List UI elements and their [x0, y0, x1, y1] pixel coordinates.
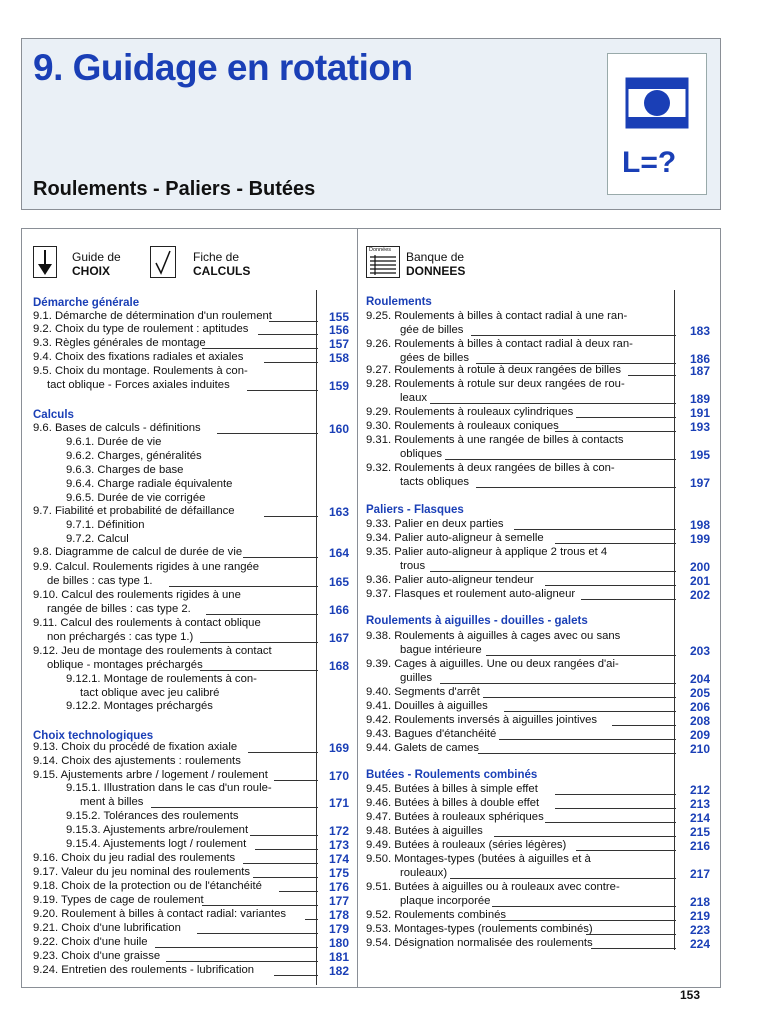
left-entry-text: 9.9. Calcul. Roulements rigides à une rangée: [33, 561, 260, 573]
right-entry-text: leaux: [400, 391, 428, 404]
right-page-ref: 198: [689, 518, 710, 532]
left-entry-text: 9.13. Choix du procédé de fixation axiale: [33, 741, 238, 753]
right-page-ref: 215: [689, 825, 710, 839]
right-page-ref: 219: [689, 909, 710, 923]
left-entry-text: non préchargés : cas type 1.): [47, 630, 194, 643]
left-entry-text: 9.19. Types de cage de roulement: [33, 894, 204, 906]
legend-donnees-line1: Banque de: [406, 250, 465, 264]
right-entry-text: 9.51. Butées à aiguilles ou à rouleaux avec contre-: [366, 881, 620, 893]
left-leader-line: [200, 642, 318, 643]
right-entry-text: 9.54. Désignation normalisée des roulements: [366, 937, 593, 949]
right-entry-text: rouleaux): [400, 866, 448, 879]
data-sheet-icon: Données: [366, 246, 400, 278]
left-entry-text: 9.10. Calcul des roulements rigides à une: [33, 589, 241, 601]
left-leader-line: [155, 947, 318, 948]
right-leader-line: [612, 725, 676, 726]
right-entry-text: gées de billes: [400, 351, 470, 364]
left-page-ref: 169: [328, 741, 349, 755]
legend-choix-line2: CHOIX: [72, 264, 111, 278]
left-leader-line: [247, 390, 318, 391]
left-leader-line: [151, 807, 318, 808]
left-leader-line: [169, 586, 318, 587]
right-entry-text: 9.46. Butées à billes à double effet: [366, 797, 540, 809]
right-page-ref: 217: [689, 866, 710, 881]
right-leader-line: [628, 375, 677, 376]
right-page-ref: 204: [689, 671, 710, 686]
left-page-ref: 157: [328, 337, 349, 351]
legend-choix: [72, 250, 121, 278]
right-page-ref: 187: [689, 364, 710, 378]
right-entry-text: 9.25. Roulements à billes à contact radial à une ran-: [366, 310, 628, 322]
right-section-title: Butées - Roulements combinés: [366, 769, 538, 781]
left-entry-text: 9.23. Choix d'une graisse: [33, 950, 161, 962]
left-page-ref: 165: [328, 574, 349, 589]
right-page-ref: 224: [689, 937, 710, 951]
left-page-ref: 175: [328, 866, 349, 880]
right-leader-line: [586, 934, 676, 935]
right-page-ref: 186: [689, 351, 710, 366]
right-leader-line: [499, 739, 676, 740]
right-entry-text: 9.42. Roulements inversés à aiguilles jointives: [366, 714, 598, 726]
right-entry-text: 9.35. Palier auto-aligneur à applique 2 trous et 4: [366, 546, 608, 558]
left-column-rule: [316, 290, 317, 985]
right-page-ref: 195: [689, 447, 710, 462]
right-leader-line: [450, 878, 676, 879]
left-entry-text: 9.7. Fiabilité et probabilité de défaillance: [33, 505, 235, 517]
left-leader-line: [250, 835, 318, 836]
left-entry-text: 9.21. Choix d'une lubrification: [33, 922, 181, 934]
left-page-ref: 160: [328, 422, 349, 436]
left-leader-line: [217, 433, 318, 434]
left-entry-text: 9.12.2. Montages préchargés: [66, 700, 213, 712]
chapter-subtitle: Roulements - Paliers - Butées: [33, 178, 316, 200]
left-entry-text: 9.6.3. Charges de base: [66, 464, 184, 476]
right-entry-text: 9.52. Roulements combinés: [366, 909, 507, 921]
left-leader-line: [264, 362, 318, 363]
left-leader-line: [255, 849, 318, 850]
right-entry-text: 9.33. Palier en deux parties: [366, 518, 504, 530]
left-page-ref: 163: [328, 505, 349, 519]
left-section-title: Démarche générale: [33, 297, 140, 309]
left-section-title: Calculs: [33, 409, 74, 421]
left-leader-line: [258, 334, 318, 335]
left-page-ref: 181: [328, 950, 349, 964]
left-entry-text: 9.4. Choix des fixations radiales et axiales: [33, 351, 244, 363]
left-page-ref: 168: [328, 658, 349, 673]
left-page-ref: 158: [328, 351, 349, 365]
left-page-ref: 170: [328, 769, 349, 783]
left-entry-text: 9.8. Diagramme de calcul de durée de vie: [33, 546, 243, 558]
emblem-formula: L=?: [622, 146, 677, 179]
left-entry-text: 9.18. Choix de la protection ou de l'étanchéité: [33, 880, 262, 892]
left-entry-text: 9.20. Roulement à billes à contact radial: variantes: [33, 908, 287, 920]
left-page-ref: 172: [328, 824, 349, 838]
left-page-ref: 178: [328, 908, 349, 922]
left-leader-line: [253, 877, 318, 878]
left-entry-text: 9.15.2. Tolérances des roulements: [66, 810, 239, 822]
left-entry-text: oblique - montages préchargés: [47, 658, 203, 671]
right-leader-line: [494, 836, 676, 837]
right-leader-line: [471, 335, 676, 336]
down-arrow-icon: [33, 246, 57, 278]
right-page-ref: 209: [689, 728, 710, 742]
left-entry-text: 9.15. Ajustements arbre / logement / roulement: [33, 769, 268, 781]
right-leader-line: [555, 431, 676, 432]
left-page-ref: 159: [328, 378, 349, 393]
right-entry-text: 9.26. Roulements à billes à contact radial à deux ran-: [366, 338, 633, 350]
right-entry-text: 9.49. Butées à rouleaux (séries légères): [366, 839, 567, 851]
left-page-ref: 174: [328, 852, 349, 866]
right-leader-line: [486, 655, 676, 656]
right-page-ref: 200: [689, 559, 710, 574]
legend-choix-line1: Guide de: [72, 250, 121, 264]
right-entry-text: 9.28. Roulements à rotule sur deux rangées de rou-: [366, 378, 625, 390]
left-page-ref: 166: [328, 602, 349, 617]
left-page-ref: 171: [328, 795, 349, 810]
right-entry-text: 9.38. Roulements à aiguilles à cages avec ou sans: [366, 630, 621, 642]
left-entry-text: 9.6.2. Charges, généralités: [66, 450, 202, 462]
left-page-ref: 177: [328, 894, 349, 908]
right-page-ref: 212: [689, 783, 710, 797]
left-entry-text: 9.15.1. Illustration dans le cas d'un roule-: [66, 782, 272, 794]
right-page-ref: 199: [689, 532, 710, 546]
right-entry-text: 9.50. Montages-types (butées à aiguilles et à: [366, 853, 591, 865]
left-page-ref: 180: [328, 936, 349, 950]
left-section-title: Choix technologiques: [33, 730, 154, 742]
chapter-emblem: [607, 53, 707, 195]
left-entry-text: ment à billes: [80, 795, 144, 808]
right-entry-text: 9.34. Palier auto-aligneur à semelle: [366, 532, 544, 544]
right-page-ref: 203: [689, 643, 710, 658]
legend-calculs: [193, 250, 250, 278]
right-entry-text: gée de billes: [400, 323, 464, 336]
right-entry-text: 9.47. Butées à rouleaux sphériques: [366, 811, 544, 823]
left-leader-line: [269, 321, 318, 322]
left-page-ref: 164: [328, 546, 349, 560]
legend-donnees-line2: DONNEES: [406, 264, 466, 278]
left-leader-line: [274, 975, 318, 976]
left-page-ref: 155: [328, 310, 349, 324]
right-page-ref: 189: [689, 391, 710, 406]
left-leader-line: [279, 891, 318, 892]
left-entry-text: 9.5. Choix du montage. Roulements à con-: [33, 365, 248, 377]
legend-calculs-line2: CALCULS: [193, 264, 251, 278]
right-entry-text: 9.36. Palier auto-aligneur tendeur: [366, 574, 534, 586]
left-entry-text: 9.1. Démarche de détermination d'un roulement: [33, 310, 272, 322]
right-entry-text: 9.32. Roulements à deux rangées de billes à con-: [366, 462, 615, 474]
left-entry-text: 9.6.5. Durée de vie corrigée: [66, 492, 206, 504]
left-leader-line: [243, 863, 318, 864]
right-page-ref: 201: [689, 574, 710, 588]
legend-donnees: [406, 250, 465, 278]
right-leader-line: [430, 571, 676, 572]
chapter-header: [21, 38, 721, 210]
left-entry-text: 9.12. Jeu de montage des roulements à contact: [33, 645, 272, 657]
right-entry-text: tacts obliques: [400, 475, 470, 488]
right-entry-text: 9.45. Butées à billes à simple effet: [366, 783, 538, 795]
right-section-title: Roulements: [366, 296, 432, 308]
right-page-ref: 205: [689, 686, 710, 700]
right-leader-line: [591, 948, 676, 949]
left-leader-line: [200, 670, 318, 671]
left-entry-text: 9.12.1. Montage de roulements à con-: [66, 673, 257, 685]
right-entry-text: 9.30. Roulements à rouleaux coniques: [366, 420, 559, 432]
left-entry-text: 9.2. Choix du type de roulement : aptitudes: [33, 323, 249, 335]
right-entry-text: plaque incorporée: [400, 894, 491, 907]
right-section-title: Roulements à aiguilles - douilles - galets: [366, 615, 588, 627]
chapter-title: 9. Guidage en rotation: [33, 47, 413, 88]
left-leader-line: [206, 614, 319, 615]
left-entry-text: 9.16. Choix du jeu radial des roulements: [33, 852, 236, 864]
right-entry-text: 9.31. Roulements à une rangée de billes à contacts: [366, 434, 624, 446]
left-page-ref: 156: [328, 323, 349, 337]
right-entry-text: 9.40. Segments d'arrêt: [366, 686, 480, 698]
right-leader-line: [576, 417, 676, 418]
checkmark-icon: [150, 246, 176, 278]
left-entry-text: 9.22. Choix d'une huile: [33, 936, 148, 948]
right-leader-line: [514, 529, 676, 530]
left-leader-line: [202, 348, 318, 349]
left-page-ref: 173: [328, 838, 349, 852]
left-page-ref: 182: [328, 964, 349, 978]
left-page-ref: 167: [328, 630, 349, 645]
page-number: 153: [680, 988, 701, 1002]
right-leader-line: [504, 711, 676, 712]
column-divider: [357, 228, 358, 988]
right-leader-line: [555, 808, 676, 809]
bearing-icon: [622, 74, 692, 134]
left-leader-line: [197, 933, 318, 934]
right-entry-text: 9.53. Montages-types (roulements combinés): [366, 923, 593, 935]
right-entry-text: 9.43. Bagues d'étanchéité: [366, 728, 497, 740]
right-leader-line: [581, 599, 676, 600]
right-leader-line: [499, 920, 676, 921]
left-entry-text: 9.7.1. Définition: [66, 519, 145, 531]
right-page-ref: 218: [689, 894, 710, 909]
right-entry-text: 9.44. Galets de cames: [366, 742, 480, 754]
right-entry-text: 9.37. Flasques et roulement auto-aligneur: [366, 588, 576, 600]
left-page-ref: 176: [328, 880, 349, 894]
right-entry-text: guilles: [400, 671, 433, 684]
left-entry-text: 9.24. Entretien des roulements - lubrification: [33, 964, 255, 976]
left-leader-line: [264, 516, 318, 517]
right-entry-text: 9.27. Roulements à rotule à deux rangées de billes: [366, 364, 621, 376]
right-entry-text: 9.48. Butées à aiguilles: [366, 825, 483, 837]
right-entry-text: trous: [400, 559, 426, 572]
left-leader-line: [305, 919, 318, 920]
right-page-ref: 206: [689, 700, 710, 714]
left-entry-text: 9.14. Choix des ajustements : roulements: [33, 755, 241, 767]
right-leader-line: [545, 585, 676, 586]
left-entry-text: 9.11. Calcul des roulements à contact oblique: [33, 617, 261, 629]
left-entry-text: 9.6.4. Charge radiale équivalente: [66, 478, 233, 490]
right-leader-line: [478, 753, 676, 754]
right-entry-text: obliques: [400, 447, 443, 460]
left-entry-text: tact oblique - Forces axiales induites: [47, 378, 230, 391]
right-leader-line: [476, 487, 676, 488]
left-leader-line: [166, 961, 318, 962]
right-entry-text: bague intérieure: [400, 643, 482, 656]
right-leader-line: [555, 794, 676, 795]
right-entry-text: 9.41. Douilles à aiguilles: [366, 700, 488, 712]
right-page-ref: 202: [689, 588, 710, 602]
right-page-ref: 191: [689, 406, 710, 420]
right-leader-line: [440, 683, 676, 684]
right-leader-line: [445, 459, 676, 460]
left-entry-text: 9.6.1. Durée de vie: [66, 436, 162, 448]
right-page-ref: 223: [689, 923, 710, 937]
right-leader-line: [576, 850, 676, 851]
left-leader-line: [243, 557, 318, 558]
right-leader-line: [483, 697, 676, 698]
right-leader-line: [492, 906, 676, 907]
right-page-ref: 208: [689, 714, 710, 728]
left-entry-text: de billes : cas type 1.: [47, 574, 153, 587]
right-leader-line: [555, 543, 676, 544]
left-entry-text: 9.3. Règles générales de montage: [33, 337, 206, 349]
left-entry-text: 9.15.3. Ajustements arbre/roulement: [66, 824, 249, 836]
legend-calculs-line1: Fiche de: [193, 250, 240, 264]
right-page-ref: 183: [689, 323, 710, 338]
right-section-title: Paliers - Flasques: [366, 504, 464, 516]
left-entry-text: tact oblique avec jeu calibré: [80, 686, 220, 699]
left-entry-text: 9.17. Valeur du jeu nominal des roulements: [33, 866, 251, 878]
right-page-ref: 197: [689, 475, 710, 490]
left-entry-text: 9.15.4. Ajustements logt / roulement: [66, 838, 247, 850]
left-leader-line: [274, 780, 318, 781]
left-leader-line: [248, 752, 318, 753]
right-entry-text: 9.29. Roulements à rouleaux cylindriques: [366, 406, 574, 418]
left-entry-text: rangée de billes : cas type 2.: [47, 602, 191, 615]
left-entry-text: 9.6. Bases de calculs - définitions: [33, 422, 201, 434]
right-page-ref: 214: [689, 811, 710, 825]
right-entry-text: 9.39. Cages à aiguilles. Une ou deux rangées d'ai-: [366, 658, 619, 670]
right-column-rule: [674, 290, 675, 950]
right-page-ref: 193: [689, 420, 710, 434]
right-page-ref: 210: [689, 742, 710, 756]
left-page-ref: 179: [328, 922, 349, 936]
right-page-ref: 213: [689, 797, 710, 811]
left-entry-text: 9.7.2. Calcul: [66, 533, 129, 545]
right-page-ref: 216: [689, 839, 710, 853]
right-leader-line: [430, 403, 676, 404]
right-leader-line: [545, 822, 676, 823]
left-leader-line: [202, 905, 318, 906]
